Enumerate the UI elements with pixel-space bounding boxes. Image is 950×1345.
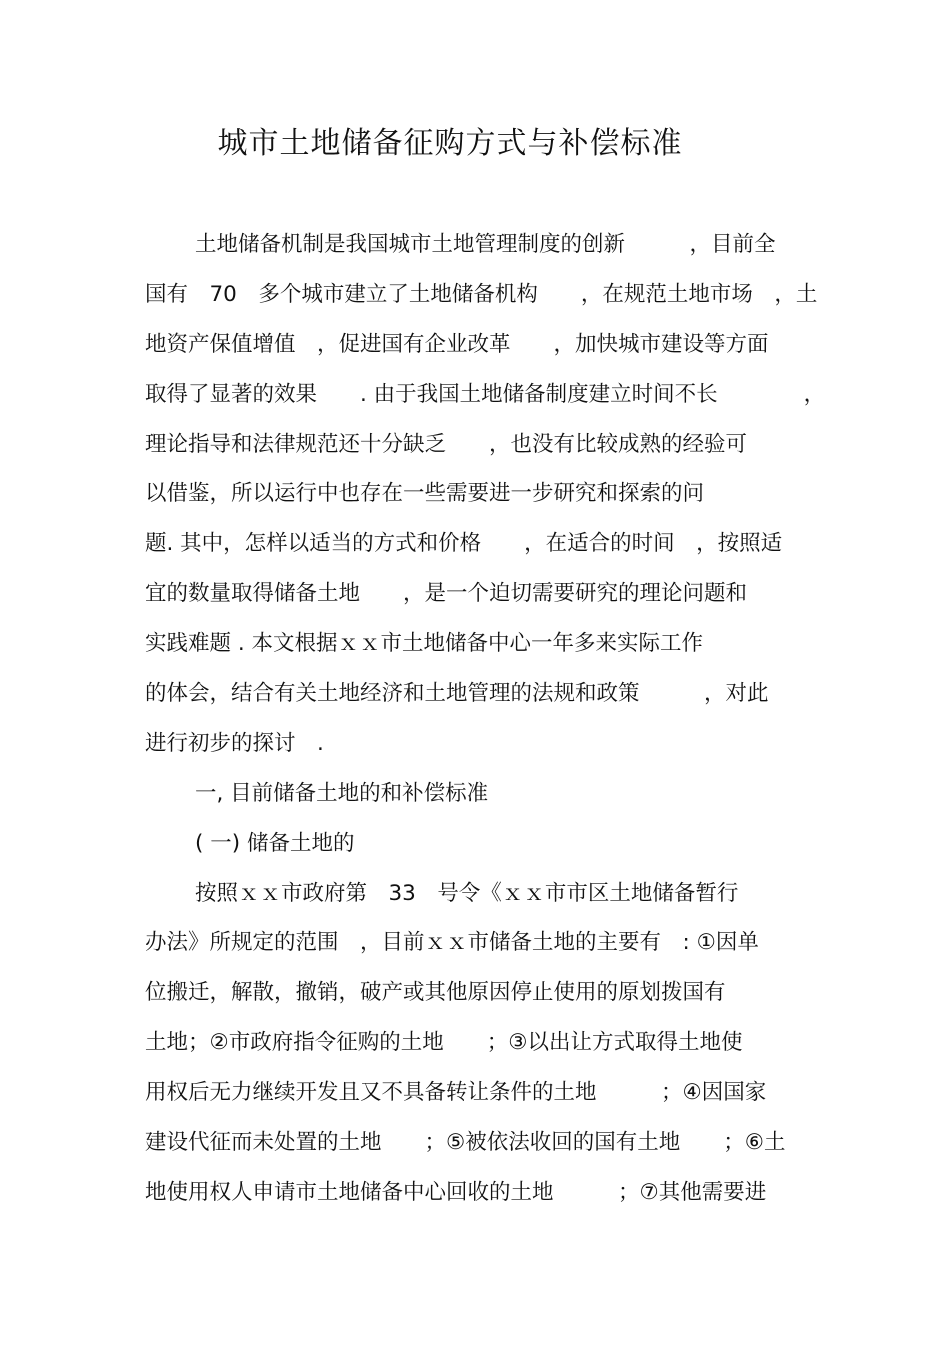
document-body (145, 220, 825, 1218)
body-line: 国有 70 多个城市建立了土地储备机构 ，在规范土地市场 ，土 (145, 281, 818, 307)
body-line: 理论指导和法律规范还十分缺乏 ，也没有比较成熟的经验可 (145, 431, 748, 457)
body-line: 地资产保值增值 ，促进国有企业改革 ，加快城市建设等方面 (145, 331, 769, 357)
body-line: 的体会，结合有关土地经济和土地管理的法规和政策 ，对此 (145, 681, 769, 707)
subsection-heading: ( 一) 储备土地的 (195, 830, 355, 856)
body-line: 实践难题 . 本文根据ｘｘ市土地储备中心一年多来实际工作 (145, 631, 704, 657)
body-line: 宜的数量取得储备土地 ，是一个迫切需要研究的理论问题和 (145, 581, 748, 607)
body-line: 位搬迁，解散，撤销，破产或其他原因停止使用的原划拨国有 (145, 980, 726, 1006)
body-line: 用权后无力继续开发且又不具备转让条件的土地 ；④因国家 (145, 1080, 767, 1106)
body-line: 地使用权人申请市土地储备中心回收的土地 ；⑦其他需要进 (145, 1179, 767, 1205)
body-line: 土地；②市政府指令征购的土地 ；③以出让方式取得土地使 (145, 1030, 743, 1056)
document-title: 城市土地储备征购方式与补偿标准 (217, 126, 683, 161)
body-line: 办法》所规定的范围 ，目前ｘｘ市储备土地的主要有 : ①因单 (145, 930, 759, 956)
body-line: 取得了显著的效果 . 由于我国土地储备制度建立时间不长 ， (145, 381, 826, 407)
section-heading: 一, 目前储备土地的和补偿标准 (195, 780, 489, 806)
body-line: 土地储备机制是我国城市土地管理制度的创新 ，目前全 (195, 232, 776, 257)
body-line: 以借鉴，所以运行中也存在一些需要进一步研究和探索的问 (145, 481, 705, 507)
body-line: 建设代征而未处置的土地 ；⑤被依法收回的国有土地 ；⑥土 (145, 1130, 786, 1156)
body-line: 按照ｘｘ市政府第 33 号令《ｘｘ市市区土地储备暂行 (195, 880, 739, 906)
body-line: 题. 其中，怎样以适当的方式和价格 ，在适合的时间 ，按照适 (145, 531, 783, 557)
body-line: 进行初步的探讨 . (145, 730, 324, 756)
